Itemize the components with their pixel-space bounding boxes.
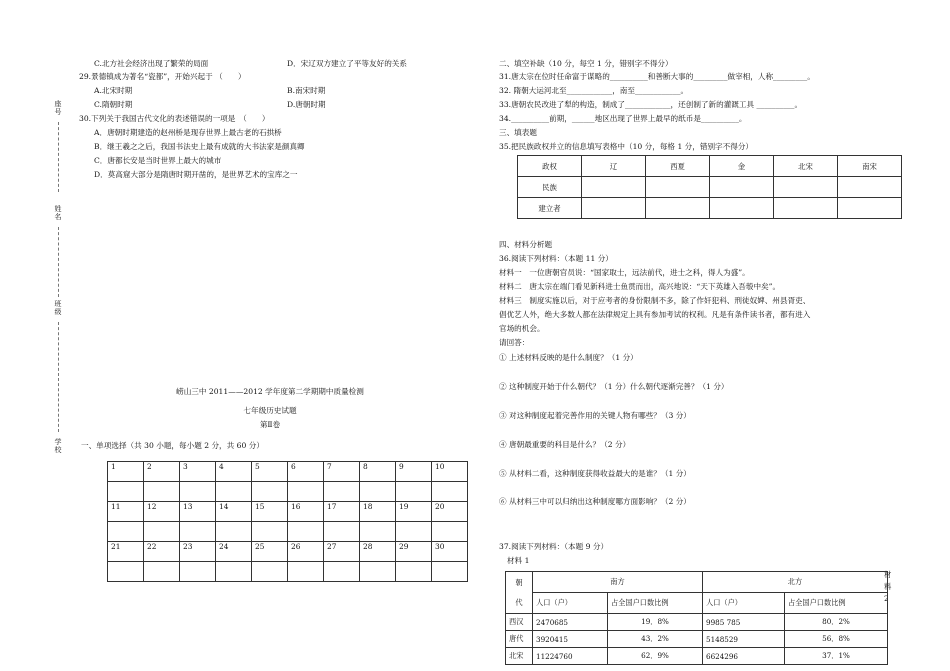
fill-cell[interactable] (838, 177, 902, 198)
question-number-cell: 24 (216, 542, 252, 562)
column-header: 南宋 (838, 156, 902, 177)
table-cell: 11224760 (533, 648, 608, 665)
answer-cell[interactable] (252, 522, 288, 542)
answer-cell[interactable] (180, 482, 216, 502)
answer-cell[interactable] (396, 522, 432, 542)
answer-cell[interactable] (360, 482, 396, 502)
column-header: 金 (710, 156, 774, 177)
question-number-cell: 4 (216, 462, 252, 482)
fill-cell[interactable] (710, 177, 774, 198)
table-cell: 9985 785 (703, 614, 785, 631)
question-31: 31.唐太宗在位时任命富于谋略的__________和善断大事的_________做宰相，人称_________。 (499, 72, 815, 81)
table-cell: 6624296 (703, 648, 785, 665)
binding-line (58, 122, 60, 192)
column-header: 占全国户口数比例 (608, 593, 703, 614)
question-number-cell: 11 (108, 502, 144, 522)
fill-cell[interactable] (646, 177, 710, 198)
binding-line (58, 322, 60, 432)
answer-cell[interactable] (360, 562, 396, 582)
name-label: 姓名 (54, 205, 62, 221)
question-number-cell: 5 (252, 462, 288, 482)
dynasty-header-char: 代 (515, 597, 523, 607)
class-label: 班级 (54, 300, 62, 316)
sub-question: ⑥ 从材料三中可以归纳出这种制度哪方面影响？（2 分） (499, 497, 691, 506)
table-cell: 62．9% (608, 648, 703, 665)
prompt-label: 请回答： (499, 338, 530, 347)
fill-cell[interactable] (838, 198, 902, 219)
table-header-row (506, 572, 888, 593)
school-label: 学校 (54, 438, 62, 454)
answer-cell[interactable] (252, 482, 288, 502)
table-row (506, 614, 888, 631)
table-cell: 56．8% (785, 631, 888, 648)
sub-question: ③ 对这种制度起着完善作用的关键人物有哪些？（3 分） (499, 411, 691, 420)
question-number-cell: 25 (252, 542, 288, 562)
table-row (506, 631, 888, 648)
material-3: 材料三 制度实施以后，对于应考者的身份限制不多，除了作奸犯科、刑徒奴婢、州县胥吏、 (499, 296, 811, 305)
question-number-cell: 26 (288, 542, 324, 562)
option-c: C.北方社会经济出现了繁荣的局面 (94, 59, 209, 68)
question-number-cell: 6 (288, 462, 324, 482)
question-35: 35.把民族政权并立的信息填写表格中（10 分，每格 1 分，错别字不得分） (499, 142, 754, 151)
section-heading: 二、填空补缺（10 分，每空 1 分，错别字不得分） (499, 59, 673, 68)
question-34: 34.__________前期，______地区出现了世界上最早的纸币是__________。 (499, 114, 747, 123)
option-b: B.南宋时期 (287, 86, 326, 95)
question-number-cell: 8 (360, 462, 396, 482)
answer-row (108, 482, 468, 502)
table-cell: 37．1% (785, 648, 888, 665)
answer-cell[interactable] (216, 562, 252, 582)
option-b: B．继王羲之之后，我国书法史上最有成就的大书法家是颜真卿 (94, 142, 305, 151)
question-number-cell: 17 (324, 502, 360, 522)
row-header: 建立者 (518, 198, 582, 219)
option-a: A．唐朝时期建造的赵州桥是现存世界上最古老的石拱桥 (94, 128, 282, 137)
sub-question: ④ 唐朝最重要的科目是什么？（2 分） (499, 440, 631, 449)
table-row (518, 198, 902, 219)
north-header: 北方 (703, 572, 888, 593)
answer-cell[interactable] (288, 562, 324, 582)
material-3-cont: 官场的机会。 (499, 324, 545, 333)
section-heading: 三、填表题 (499, 128, 537, 137)
dynasty-cell: 北宋 (506, 648, 533, 665)
table-row (108, 462, 468, 482)
question-number-cell: 29 (396, 542, 432, 562)
answer-cell[interactable] (252, 562, 288, 582)
question-30: 30.下列关于我国古代文化的表述错误的一项是 （ ） (79, 114, 270, 123)
question-number-cell: 2 (144, 462, 180, 482)
question-number-cell: 27 (324, 542, 360, 562)
question-number-cell: 1 (108, 462, 144, 482)
column-header: 占全国户口数比例 (785, 593, 888, 614)
fill-cell[interactable] (710, 198, 774, 219)
question-29: 29.景德镇成为著名“瓷都”，开始兴起于 （ ） (79, 72, 246, 81)
section-heading: 四、材料分析题 (499, 240, 553, 249)
answer-cell[interactable] (144, 482, 180, 502)
question-number-cell: 22 (144, 542, 180, 562)
question-number-cell: 10 (432, 462, 468, 482)
south-header: 南方 (533, 572, 703, 593)
question-37: 37.阅读下列材料：（本题 9 分） (499, 542, 609, 551)
table-header-row (518, 156, 902, 177)
question-number-cell: 12 (144, 502, 180, 522)
answer-cell[interactable] (432, 482, 468, 502)
answer-row (108, 562, 468, 582)
table-subheader-row (506, 593, 888, 614)
column-header: 人口（户） (533, 593, 608, 614)
answer-cell[interactable] (288, 482, 324, 502)
question-number-cell: 16 (288, 502, 324, 522)
exam-title: 崂山三中 2011——2012 学年度第二学期期中质量检测 (176, 387, 364, 396)
question-number-cell: 30 (432, 542, 468, 562)
option-a: A.北宋时期 (94, 86, 133, 95)
material-3-cont: 倡优艺人外，绝大多数人都在法律规定上具有参加考试的权利。凡是有条件读书者，都有进入 (499, 310, 811, 319)
column-header: 辽 (582, 156, 646, 177)
answer-cell[interactable] (396, 482, 432, 502)
fill-cell[interactable] (646, 198, 710, 219)
question-number-cell: 15 (252, 502, 288, 522)
answer-cell[interactable] (324, 562, 360, 582)
option-d: D.唐朝时期 (287, 100, 326, 109)
sub-question: ① 上述材料反映的是什么制度？（1 分） (499, 353, 638, 362)
question-number-cell: 19 (396, 502, 432, 522)
fill-cell[interactable] (774, 177, 838, 198)
answer-cell[interactable] (216, 482, 252, 502)
table-cell: 80．2% (785, 614, 888, 631)
table-row (506, 648, 888, 665)
answer-cell[interactable] (288, 522, 324, 542)
seat-number-label: 座号 (54, 100, 62, 116)
answer-cell[interactable] (108, 482, 144, 502)
question-number-cell: 13 (180, 502, 216, 522)
question-32: 32. 隋朝大运河北至____________，南至____________。 (499, 86, 689, 95)
table-cell: 3920415 (533, 631, 608, 648)
binding-line (58, 227, 60, 297)
sub-question: ⑤ 从材料二看，这种制度获得收益最大的是谁？（1 分） (499, 469, 691, 478)
table-row (108, 542, 468, 562)
material-1: 材料一 一位唐朝官员说：“国家取士，远法前代，进士之科，得人为盛”。 (499, 268, 750, 277)
dynasty-cell: 西汉 (506, 614, 533, 631)
column-header: 政权 (518, 156, 582, 177)
answer-cell[interactable] (432, 562, 468, 582)
answer-cell[interactable] (144, 522, 180, 542)
option-c: C．唐都长安是当时世界上最大的城市 (94, 156, 222, 165)
material-label: 材料 1 (507, 556, 530, 565)
dynasty-cell: 唐代 (506, 631, 533, 648)
fill-cell[interactable] (582, 177, 646, 198)
fill-cell[interactable] (774, 198, 838, 219)
dynasty-header (506, 572, 533, 614)
table-row (108, 502, 468, 522)
question-number-cell: 7 (324, 462, 360, 482)
option-d: D．莫高窟大部分是隋唐时期开凿的，是世界艺术的宝库之一 (94, 170, 298, 179)
column-header: 人口（户） (703, 593, 785, 614)
table-cell: 5148529 (703, 631, 785, 648)
row-header: 民族 (518, 177, 582, 198)
section-heading: 一、单项选择（共 30 小题，每小题 2 分，共 60 分） (81, 441, 264, 450)
question-number-cell: 28 (360, 542, 396, 562)
table-row (518, 177, 902, 198)
answer-cell[interactable] (324, 482, 360, 502)
option-c: C.隋朝时期 (94, 100, 133, 109)
answer-cell[interactable] (396, 562, 432, 582)
question-number-cell: 14 (216, 502, 252, 522)
answer-cell[interactable] (180, 522, 216, 542)
answer-row (108, 522, 468, 542)
question-number-cell: 3 (180, 462, 216, 482)
answer-cell[interactable] (108, 562, 144, 582)
table-cell: 2470685 (533, 614, 608, 631)
answer-cell[interactable] (108, 522, 144, 542)
answer-cell[interactable] (144, 562, 180, 582)
answer-grid (107, 461, 468, 582)
question-number-cell: 23 (180, 542, 216, 562)
answer-cell[interactable] (216, 522, 252, 542)
regime-table (517, 155, 902, 219)
grade-title: 七年级历史试题 (243, 406, 297, 415)
answer-cell[interactable] (360, 522, 396, 542)
question-number-cell: 18 (360, 502, 396, 522)
dynasty-header-char: 朝 (515, 577, 523, 587)
material-2-label: 材料2 (884, 570, 892, 603)
option-d: D．宋辽双方建立了平等友好的关系 (287, 59, 407, 68)
answer-cell[interactable] (432, 522, 468, 542)
table-cell: 43．2% (608, 631, 703, 648)
column-header: 西夏 (646, 156, 710, 177)
material-2: 材料二 唐太宗在端门看见新科进士鱼贯而出，高兴地说：“天下英雄入吾彀中矣”。 (499, 282, 781, 291)
question-number-cell: 9 (396, 462, 432, 482)
fill-cell[interactable] (582, 198, 646, 219)
question-33: 33.唐朝农民改进了犁的构造，制成了____________，还创制了新的灌溉工具 __________。 (499, 100, 803, 109)
volume-title: 第Ⅱ卷 (259, 420, 281, 429)
answer-cell[interactable] (180, 562, 216, 582)
population-table (505, 571, 888, 665)
table-cell: 19．8% (608, 614, 703, 631)
question-number-cell: 20 (432, 502, 468, 522)
binding-strip (52, 100, 66, 460)
column-header: 北宋 (774, 156, 838, 177)
answer-cell[interactable] (324, 522, 360, 542)
question-36: 36.阅读下列材料：（本题 11 分） (499, 254, 613, 263)
sub-question: ② 这种制度开始于什么朝代？（1 分）什么朝代逐渐完善？（1 分） (499, 382, 729, 391)
question-number-cell: 21 (108, 542, 144, 562)
